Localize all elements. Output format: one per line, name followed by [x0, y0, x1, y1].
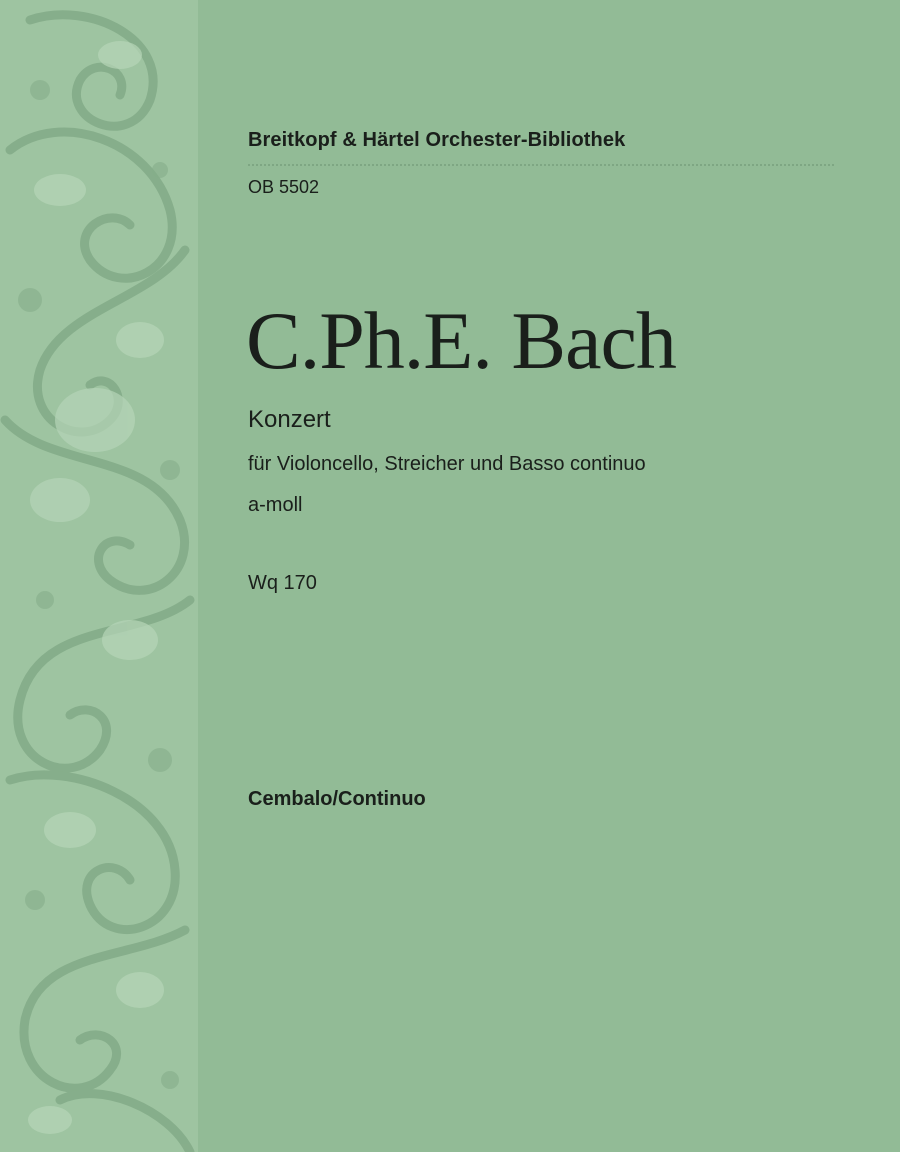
catalog-number: Wq 170: [248, 572, 317, 594]
decorative-ornament-band: [0, 0, 198, 1152]
edition-number: OB 5502: [248, 177, 320, 197]
baroque-ornament-icon: [0, 0, 198, 1152]
dotted-divider: [248, 164, 834, 166]
key-signature: a-moll: [248, 494, 303, 516]
composer-name: C.Ph.E. Bach: [246, 295, 676, 386]
part-name: Cembalo/Continuo: [248, 788, 426, 810]
series-title: Breitkopf & Härtel Orchester-Bibliothek: [248, 129, 626, 151]
instrumentation: für Violoncello, Streicher und Basso continuo: [248, 453, 646, 475]
work-title: Konzert: [248, 406, 331, 433]
